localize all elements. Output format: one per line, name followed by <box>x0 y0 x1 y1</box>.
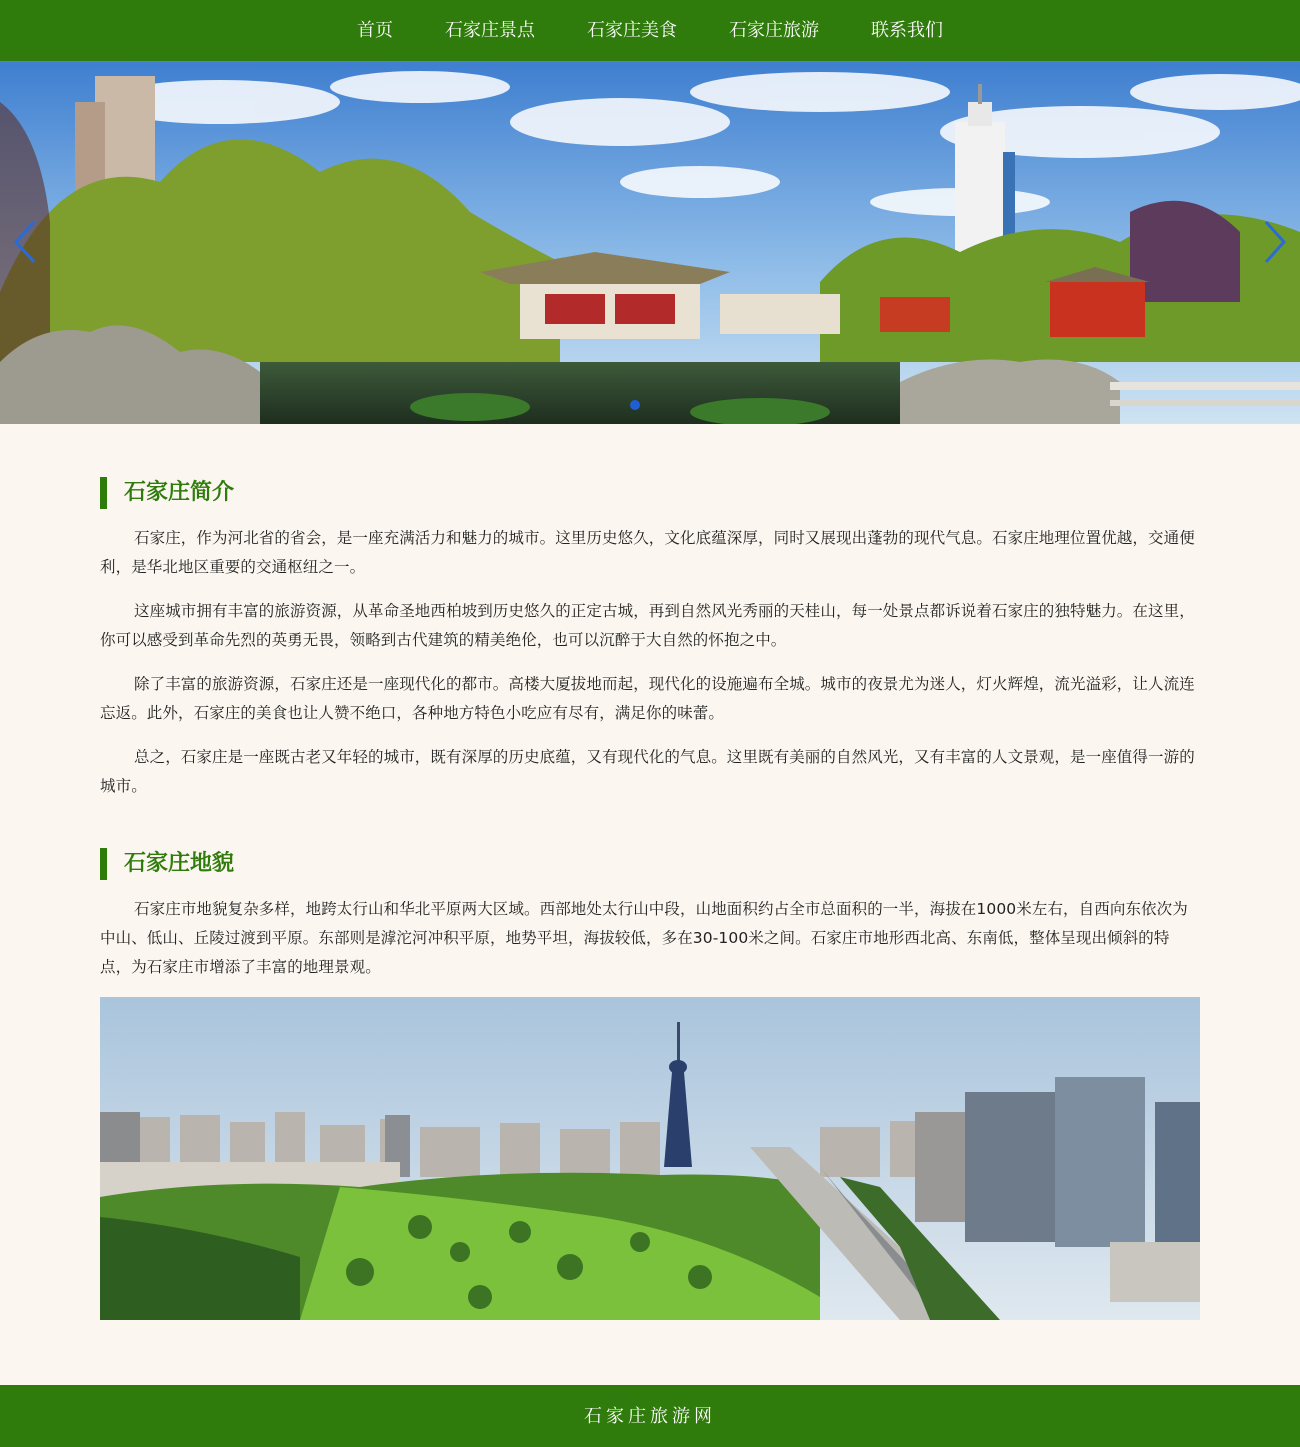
intro-paragraph-1: 石家庄，作为河北省的省会，是一座充满活力和魅力的城市。这里历史悠久，文化底蕴深厚，同时又展现出蓬勃的现代气息。石家庄地理位置优越，交通便利，是华北地区重要的交通枢纽之一。 <box>100 529 1195 576</box>
chevron-left-icon <box>4 212 44 272</box>
nav-item-food[interactable]: 石家庄美食 <box>587 20 677 41</box>
nav-item-attractions[interactable]: 石家庄景点 <box>445 20 535 41</box>
hero-carousel <box>0 62 1300 424</box>
intro-title: 石家庄简介 <box>100 476 1200 510</box>
nav-item-contact[interactable]: 联系我们 <box>871 20 943 41</box>
carousel-dot-1[interactable] <box>630 400 640 410</box>
carousel-next-button[interactable] <box>1256 212 1296 272</box>
nav-item-home[interactable]: 首页 <box>357 20 393 41</box>
main-content <box>100 424 1200 1320</box>
site-footer <box>0 1385 1300 1447</box>
nav-list <box>0 0 1300 62</box>
top-navigation <box>0 0 1300 62</box>
carousel-prev-button[interactable] <box>4 212 44 272</box>
nav-item-travel[interactable]: 石家庄旅游 <box>729 20 819 41</box>
terrain-photo <box>100 997 1200 1320</box>
intro-paragraph-4: 总之，石家庄是一座既古老又年轻的城市，既有深厚的历史底蕴，又有现代化的气息。这里既有美丽的自然风光，又有丰富的人文景观，是一座值得一游的城市。 <box>100 748 1195 795</box>
footer-text: 石家庄旅游网 <box>584 1406 716 1427</box>
chevron-right-icon <box>1256 212 1296 272</box>
hero-image <box>0 62 1300 424</box>
terrain-title: 石家庄地貌 <box>100 847 1200 881</box>
carousel-dots <box>630 400 640 410</box>
terrain-paragraph: 石家庄市地貌复杂多样，地跨太行山和华北平原两大区域。西部地处太行山中段，山地面积约占全市总面积的一半，海拔在1000米左右，自西向东依次为中山、低山、丘陵过渡到平原。东部则是滹沱河冲积平原，地势平坦，海拔较低，多在30-100米之间。石家庄市地形西北高、东南低，整体呈现出倾斜的特点，为石家庄市增添了丰富的地理景观。 <box>100 900 1188 976</box>
city-skyline-image <box>100 997 1200 1320</box>
intro-paragraph-3: 除了丰富的旅游资源，石家庄还是一座现代化的都市。高楼大厦拔地而起，现代化的设施遍布全城。城市的夜景尤为迷人，灯火辉煌，流光溢彩，让人流连忘返。此外，石家庄的美食也让人赞不绝口，各种地方特色小吃应有尽有，满足你的味蕾。 <box>100 675 1195 722</box>
intro-paragraph-2: 这座城市拥有丰富的旅游资源，从革命圣地西柏坡到历史悠久的正定古城，再到自然风光秀丽的天桂山，每一处景点都诉说着石家庄的独特魅力。在这里，你可以感受到革命先烈的英勇无畏，领略到古代建筑的精美绝伦，也可以沉醉于大自然的怀抱之中。 <box>100 602 1195 649</box>
